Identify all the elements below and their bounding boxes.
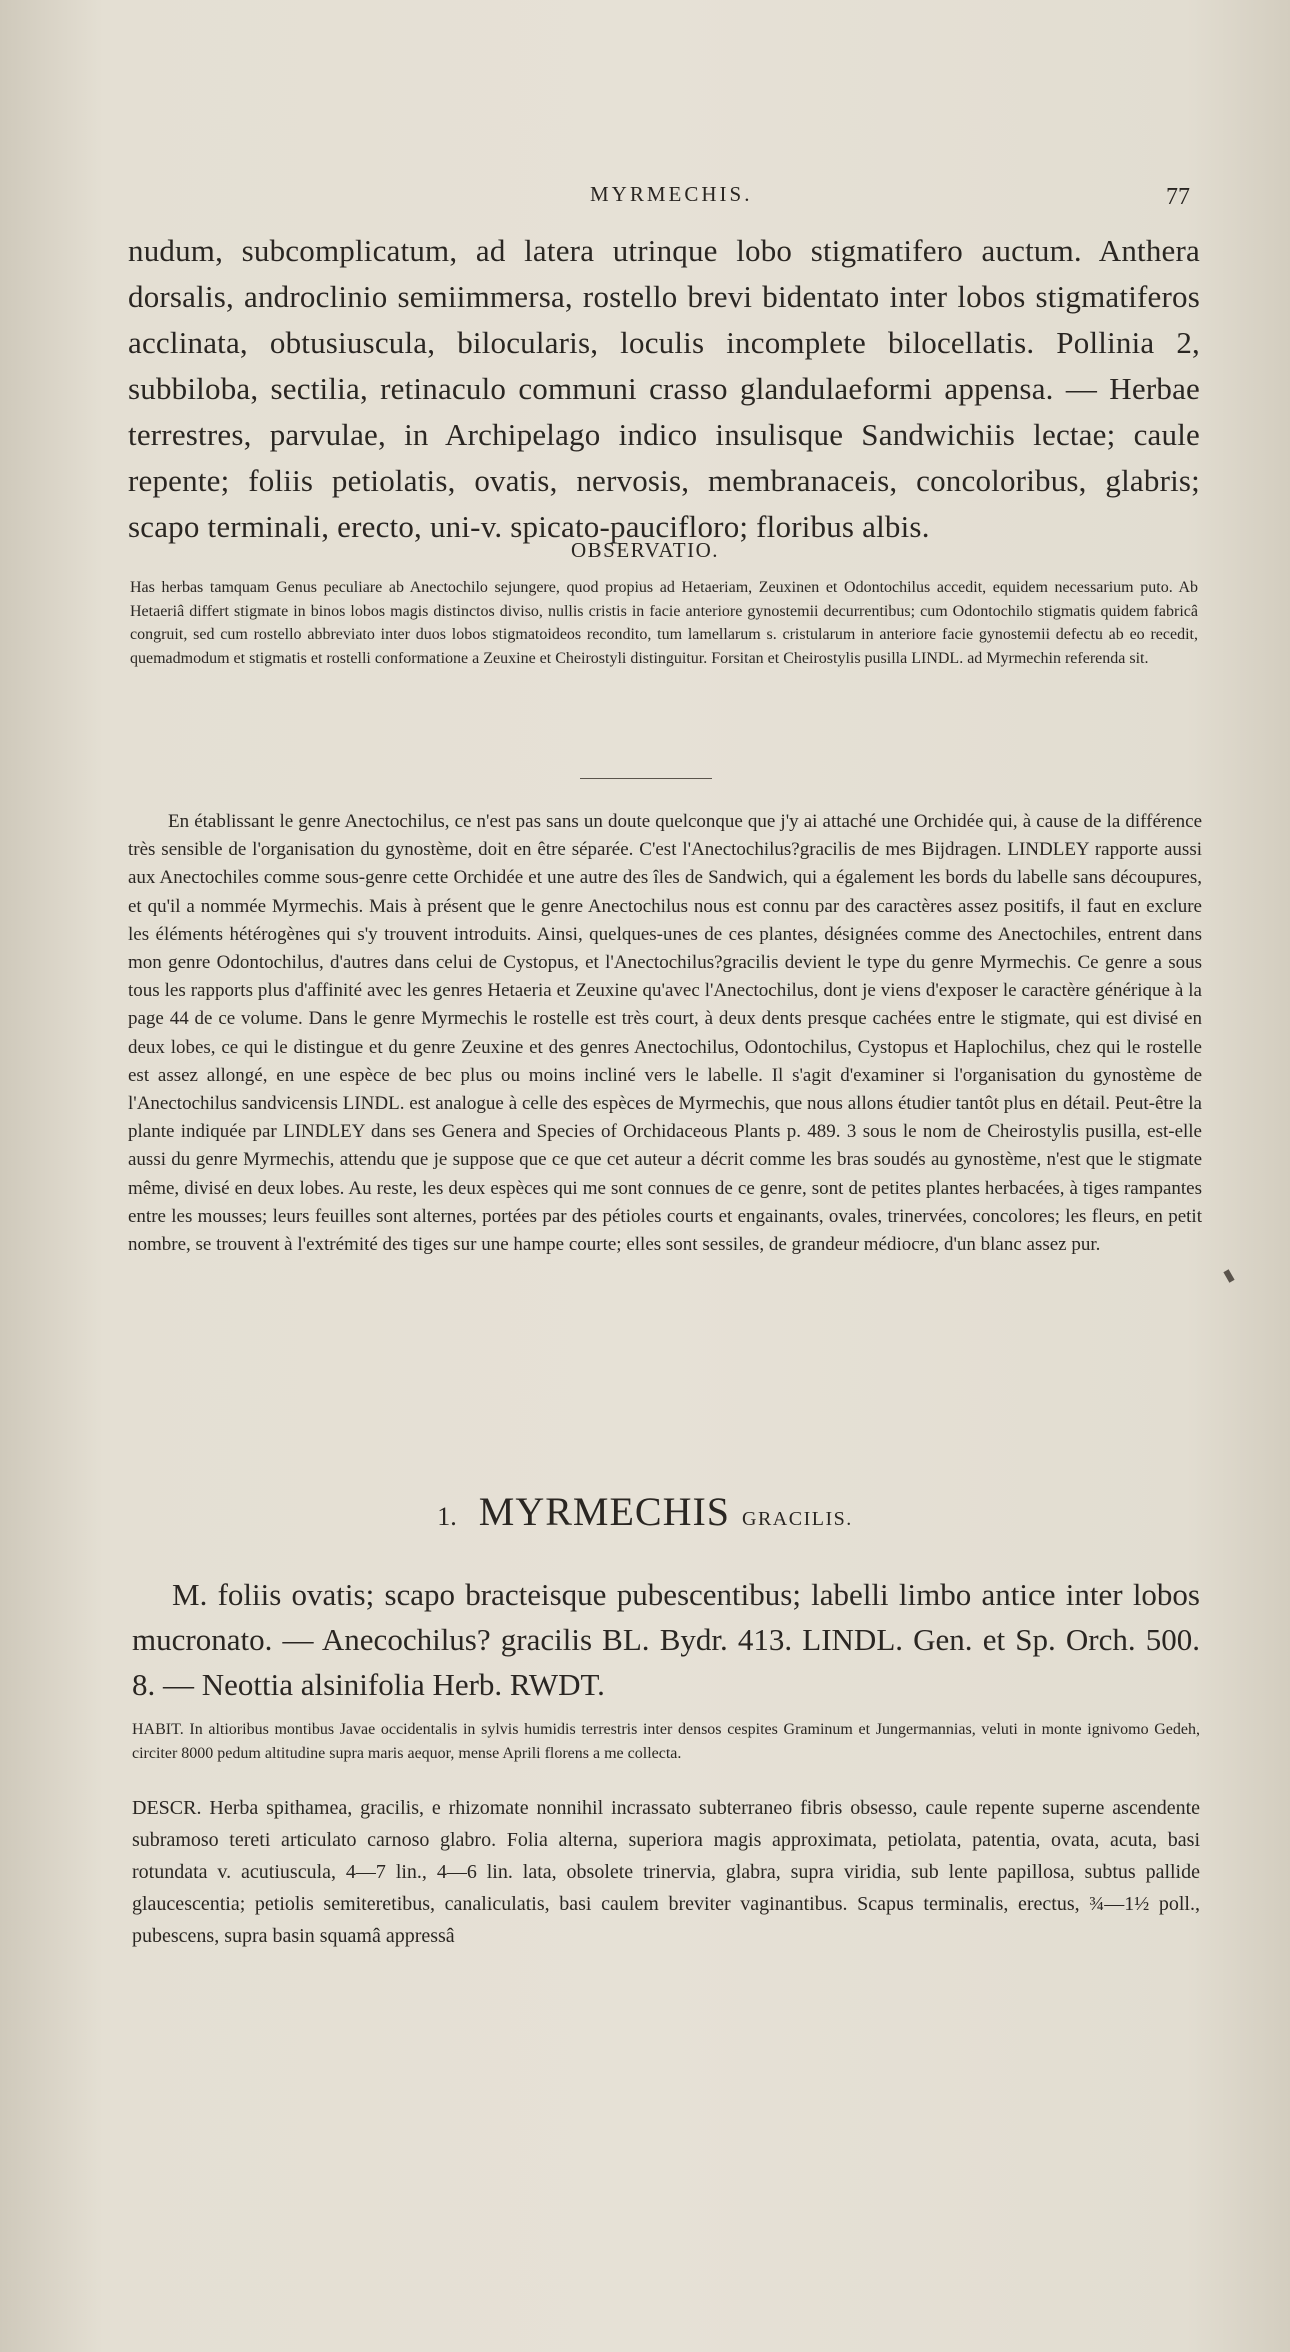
species-epithet: GRACILIS. <box>742 1508 853 1530</box>
running-header <box>0 180 1290 216</box>
description-paragraph <box>132 1792 1200 1952</box>
section-divider <box>580 778 712 779</box>
french-commentary: En établissant le genre Anectochilus, ce n'est pas sans un doute quelconque que j'y ai attaché une Orchidée qui, à cause de la différence très sensible de l'organisation du gynostème, doit en être séparée. C'est l'Anectochilus?gracilis de mes Bijdragen. LINDLEY rapporte aussi aux Anectochiles comme sous-genre cette Orchidée et une autre des îles de Sandwich, qui a également les bords du labelle sans découpures, et qu'il a nommée Myrmechis. Mais à présent que le genre Anectochilus nous est connu par des caractères assez positifs, il faut en exclure les éléments hétérogènes qui s'y trouvent introduits. Ainsi, quelques-unes de ces plantes, désignées comme des Anectochiles, entrent dans mon genre Odontochilus, d'autres dans celui de Cystopus, et l'Anectochilus?gracilis devient le type du genre Myrmechis. Ce genre a sous tous les rapports plus d'affinité avec les genres Hetaeria et Zeuxine qu'avec l'Anectochilus, dont je viens d'exposer le caractère générique à la page 44 de ce volume. Dans le genre Myrmechis le rostelle est très court, à deux dents presque cachées entre le stigmate, qui est divisé en deux lobes, ce qui le distingue et du genre Zeuxine et des genres Anectochilus, Odontochilus, Cystopus et Haplochilus, chez qui le rostelle est assez allongé, en une espèce de bec plus ou moins incliné vers le labelle. Il s'agit d'examiner si l'organisation du gynostème de l'Anectochilus sandvicensis LINDL. est analogue à celle des espèces de Myrmechis, que nous allons étudier tantôt plus en détail. Peut-être la plante indiquée par LINDLEY dans ses Genera and Species of Orchidaceous Plants p. 489. 3 sous le nom de Cheirostylis pusilla, est-elle aussi du genre Myrmechis, attendu que je suppose que ce que cet auteur a décrit comme les bras soudés au gynostème, n'est que le stigmate même, divisé en deux lobes. Au reste, les deux espèces qui me sont connues de ce genre, sont de petites plantes herbacées, à tiges rampantes entre les mousses; leurs feuilles sont alternes, portées par des pétioles courts et engainants, ovales, trinervées, concolores; les fleurs, en petit nombre, se trouvent à l'extrémité des tiges sur une hampe courte; elles sont sessiles, de grandeur médiocre, d'un blanc assez pur. <box>128 811 1202 1256</box>
habitat-text: In altioribus montibus Javae occidentalis in sylvis humidis terrestris inter densos cespites Graminum et Jungermannias, veluti in monte ignivomo Gedeh, circiter 8000 pedum altitudine supra maris aequor, mense Aprili florens a me collecta. <box>132 1721 1201 1762</box>
species-number: 1. <box>437 1502 457 1531</box>
description-text: Herba spithamea, gracilis, e rhizomate nonnihil incrassato subterraneo fibris obsesso, caule repente superne ascendente subramoso tereti articulato carnoso glabro. Folia alterna, superiora magis approximata, petiolata, patentia, ovata, acuta, basi rotundata v. acutiuscula, 4—7 lin., 4—6 lin. lata, obsolete trinervia, glabra, supra viridia, sub lente papillosa, subtus pallide glaucescentia; petiolis semiteretibus, canaliculatis, basi caulem breviter vaginantibus. Scapus terminalis, erectus, ¾—1½ poll., pubescens, supra basin squamâ appressâ <box>132 1797 1201 1947</box>
running-title: MYRMECHIS. <box>590 182 753 206</box>
description-label: DESCR. <box>132 1797 202 1819</box>
habitat-label: HABIT. <box>132 1721 184 1738</box>
habitat-paragraph <box>132 1718 1200 1766</box>
genus-description: nudum, subcomplicatum, ad latera utrinque lobo stigmatifero auctum. Anthera dorsalis, androclinio semiimmersa, rostello brevi bidentato inter lobos stigmatiferos acclinata, obtusiuscula, bilocularis, loculis incomplete bilocellatis. Pollinia 2, subbiloba, sectilia, retinaculo communi crasso glandulaeformi appensa. — Herbae terrestres, parvulae, in Archipelago indico insulisque Sandwichiis lectae; caule repente; foliis petiolatis, ovatis, nervosis, membranaceis, concoloribus, glabris; scapo terminali, erecto, uni-v. spicato-paucifloro; floribus albis. <box>128 233 1200 544</box>
ink-mark <box>1223 1269 1234 1282</box>
species-diagnosis: M. foliis ovatis; scapo bracteisque pubescentibus; labelli limbo antice inter lobos mucronato. — Anecochilus? gracilis BL. Bydr. 413. LINDL. Gen. et Sp. Orch. 500. 8. — Neottia alsinifolia Herb. RWDT. <box>132 1577 1200 1702</box>
species-genus: MYRMECHIS <box>478 1489 731 1534</box>
observatio-heading: OBSERVATIO. <box>570 538 720 562</box>
species-title <box>0 1488 1290 1535</box>
page-number: 77 <box>1166 184 1190 210</box>
observatio-text: Has herbas tamquam Genus peculiare ab Anectochilo sejungere, quod propius ad Hetaeriam, Zeuxinen et Odontochilus accedit, equidem necessarium puto. Ab Hetaeriâ differt stigmate in binos lobos magis distinctos diviso, nullis cristis in facie anteriore gynostemii decurrentibus; cum Odontochilo stigmatis quidem fabricâ congruit, sed cum rostello abbreviato inter duos lobos stigmatoideos recondito, tum lamellarum s. cristularum in anteriore facie gynostemii defectu ab eo recedit, quemadmodum et stigmatis et rostelli conformatione a Zeuxine et Cheirostyli distinguitur. Forsitan et Cheirostylis pusilla LINDL. ad Myrmechin referenda sit. <box>130 579 1198 667</box>
